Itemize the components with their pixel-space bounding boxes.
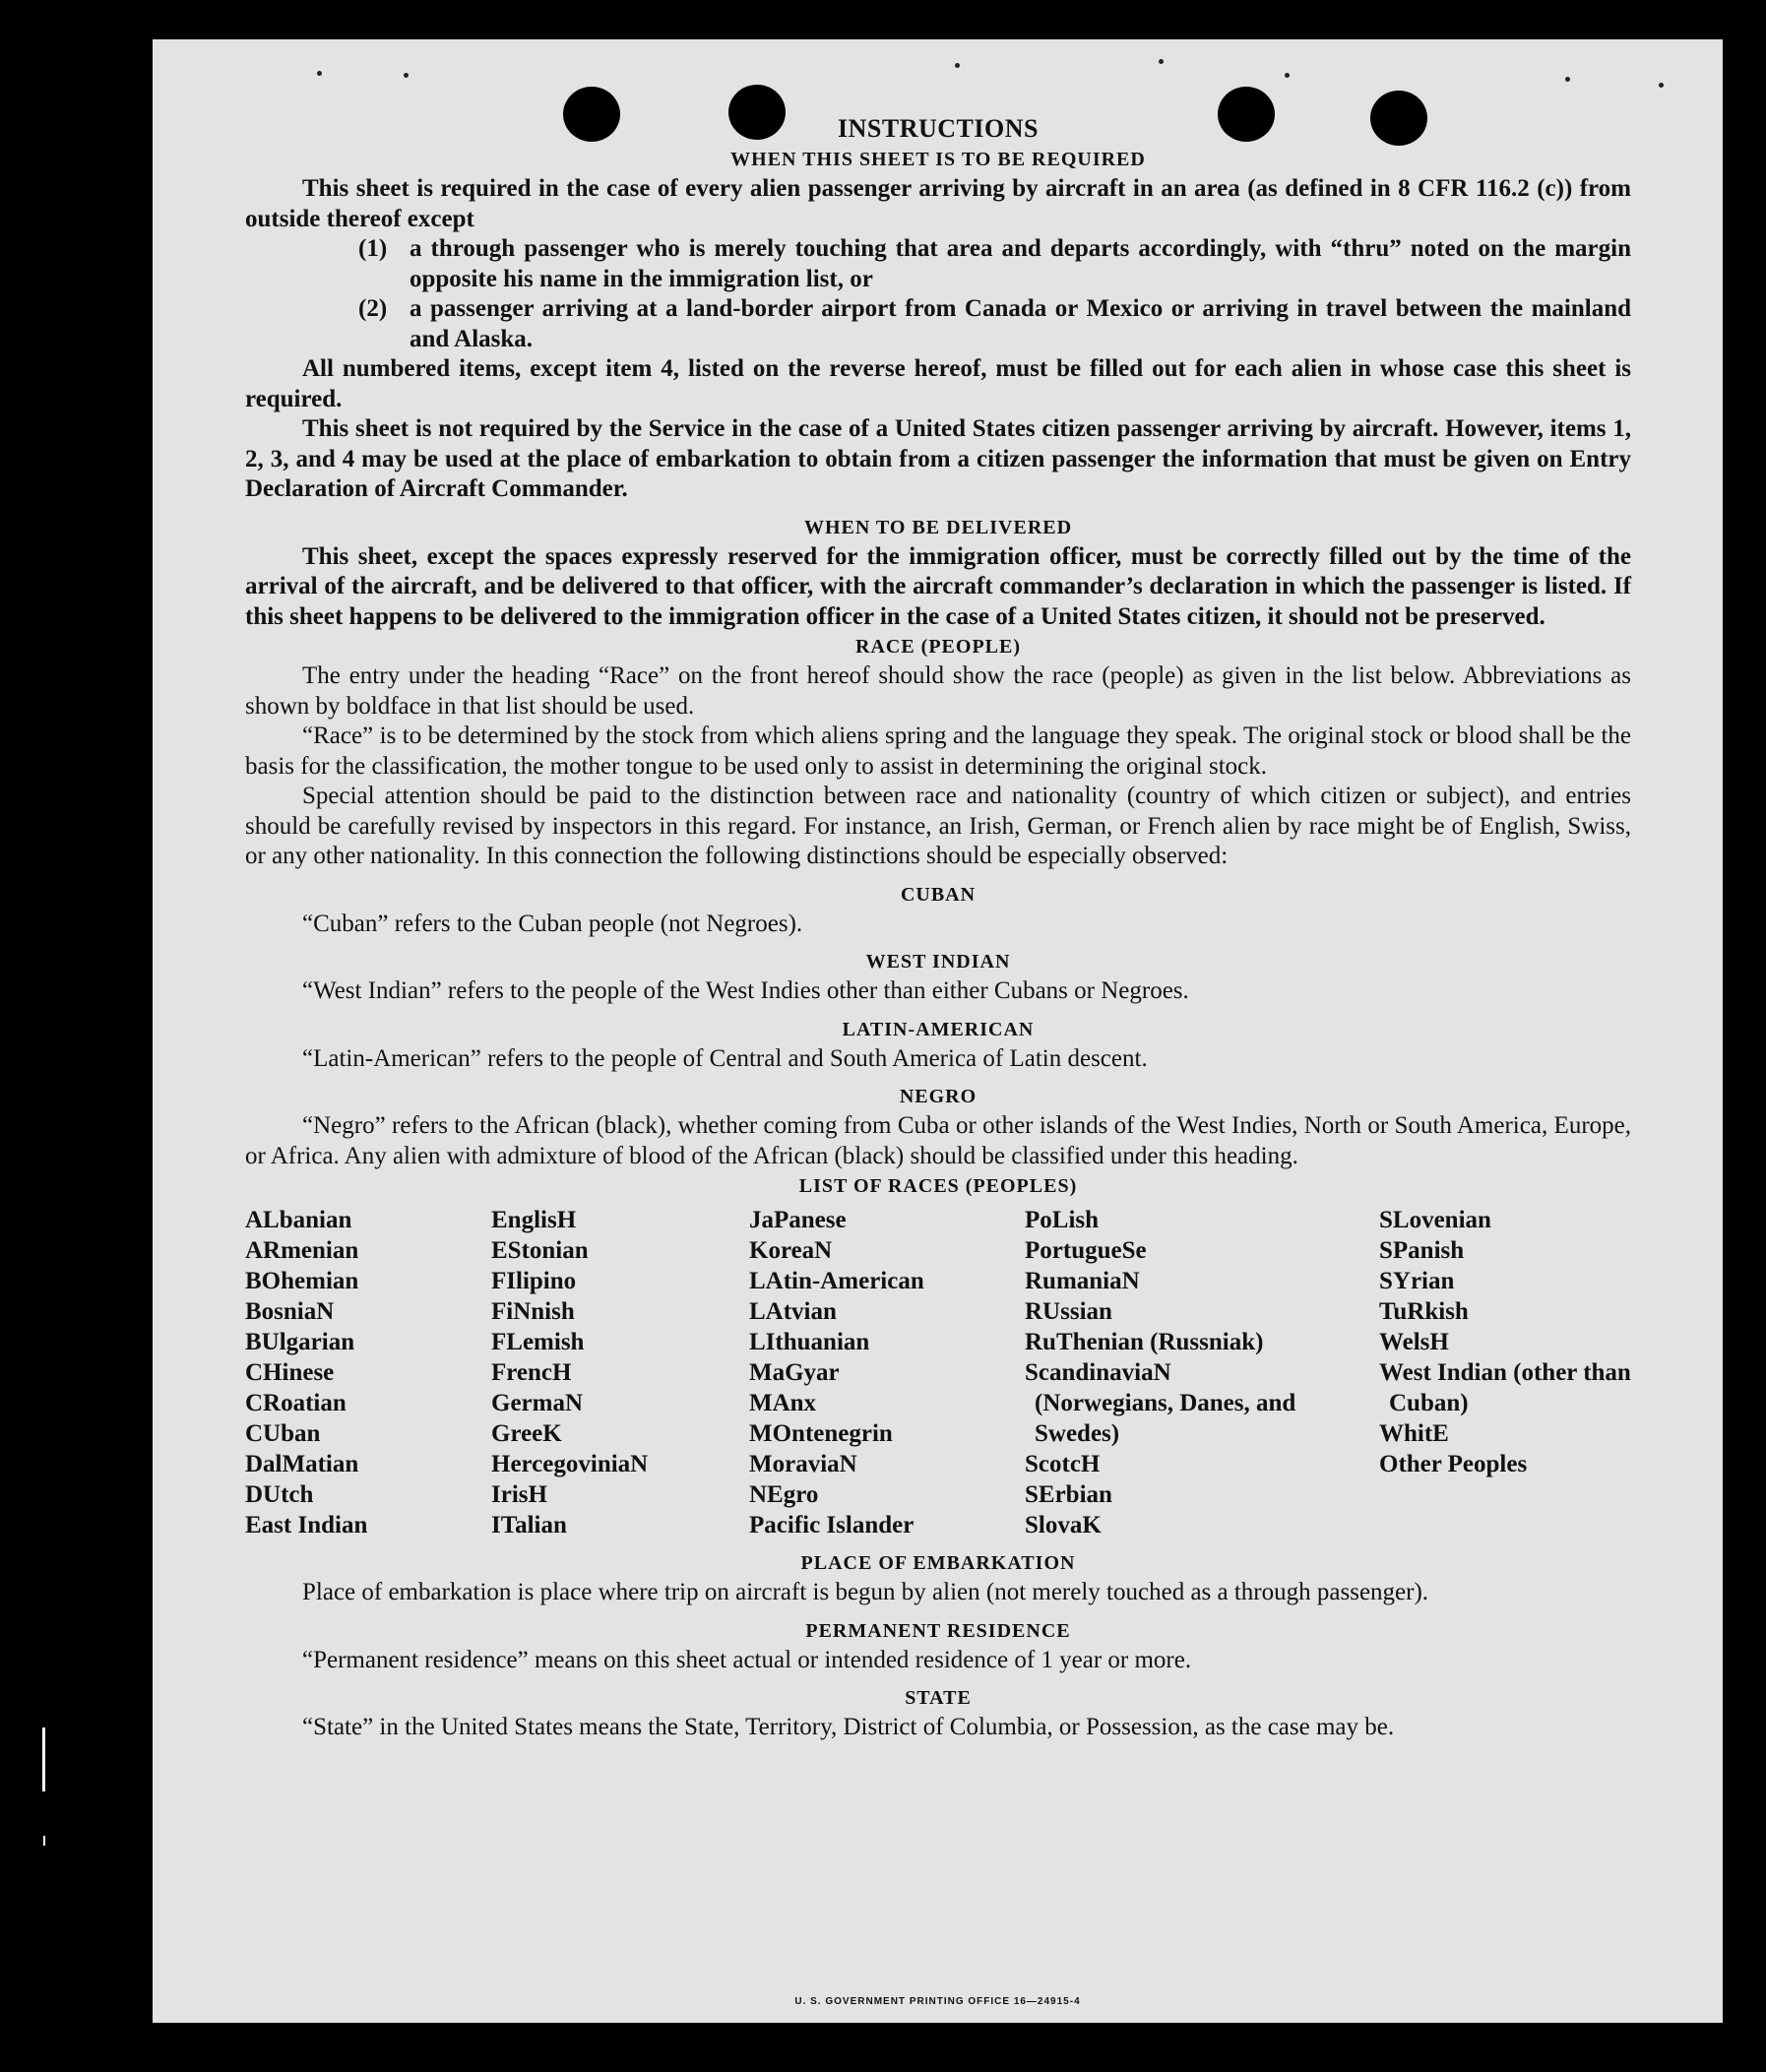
race-entry: FiNnish bbox=[491, 1298, 575, 1325]
item-text: a passenger arriving at a land-border airport from Canada or Mexico or arriving in travel between the mainland and Alaska. bbox=[410, 295, 1631, 352]
section-heading-embarkation: PLACE OF EMBARKATION bbox=[800, 1552, 1076, 1574]
when-delivered-text: This sheet, except the spaces expressly reserved for the immigration officer, must be correctly filled out by the time of the arrival of the aircraft, and be delivered to that officer, with the aircraft commander’s declaration in which the passenger is listed. If this sheet happens to be delivered to the immigration officer in the case of a United States citizen, it should not be preserved. bbox=[245, 542, 1631, 630]
speck bbox=[1285, 73, 1290, 78]
race-entry: IrisH bbox=[491, 1481, 547, 1508]
race-entry: PortugueSe bbox=[1025, 1237, 1147, 1264]
section-heading-west-indian: WEST INDIAN bbox=[865, 951, 1011, 973]
race-entry: BOhemian bbox=[245, 1268, 359, 1294]
race-entry: WelsH bbox=[1379, 1329, 1449, 1355]
section-heading-list-of-races: LIST OF RACES (PEOPLES) bbox=[798, 1175, 1078, 1197]
race-entry: ALbanian bbox=[245, 1207, 352, 1233]
exception-item bbox=[358, 294, 1631, 354]
race-paragraph-1: The entry under the heading “Race” on the front hereof should show the race (people) as given in the list below. Abbreviations as shown by boldface in that list should be used. bbox=[245, 662, 1631, 720]
speck bbox=[1159, 59, 1164, 64]
section-heading-cuban: CUBAN bbox=[900, 883, 977, 906]
race-entry: MOntenegrin bbox=[749, 1420, 893, 1447]
race-entry: SLovenian bbox=[1379, 1207, 1491, 1233]
when-required-intro: This sheet is required in the case of every alien passenger arriving by aircraft in an area (as defined in 8 CFR 116.2 (c)) from outside thereof except bbox=[245, 175, 1631, 232]
printing-office-footer: U. S. GOVERNMENT PRINTING OFFICE 16—24915-4 bbox=[794, 1996, 1081, 2007]
race-entry: PoLish bbox=[1025, 1207, 1100, 1233]
race-entry: RUssian bbox=[1025, 1298, 1112, 1325]
section-heading-permanent-residence: PERMANENT RESIDENCE bbox=[805, 1619, 1071, 1642]
negro-text: “Negro” refers to the African (black), whether coming from Cuba or other islands of the West Indies, North or South America, Europe, or Africa. Any alien with admixture of blood of the African (black) should be classified under this heading. bbox=[245, 1112, 1631, 1169]
race-entry: SErbian bbox=[1025, 1481, 1112, 1508]
race-entry: CHinese bbox=[245, 1359, 335, 1386]
race-entry: Other Peoples bbox=[1379, 1451, 1528, 1477]
race-entry: TuRkish bbox=[1379, 1298, 1469, 1325]
race-entry: BUlgarian bbox=[245, 1329, 355, 1355]
race-entry: RuThenian (Russniak) bbox=[1025, 1329, 1264, 1355]
race-entry: FrencH bbox=[491, 1359, 572, 1386]
item-text: a through passenger who is merely touching that area and departs accordingly, with “thru” noted on the margin opposite his name in the immigration list, or bbox=[410, 235, 1631, 292]
race-entry: Pacific Islander bbox=[749, 1512, 915, 1538]
race-entry: DalMatian bbox=[245, 1451, 359, 1477]
race-entry: ScotcH bbox=[1025, 1451, 1101, 1477]
race-entry: WhitE bbox=[1379, 1420, 1449, 1447]
item-number: (1) bbox=[358, 235, 388, 262]
state-text: “State” in the United States means the State, Territory, District of Columbia, or Possession, as the case may be. bbox=[302, 1714, 1395, 1740]
document-sheet bbox=[153, 39, 1723, 2023]
race-entry: MoraviaN bbox=[749, 1451, 857, 1477]
section-heading-negro: NEGRO bbox=[899, 1086, 978, 1107]
race-entry: SYrian bbox=[1379, 1268, 1455, 1294]
race-column bbox=[491, 1205, 749, 1540]
section-heading-latin-american: LATIN-AMERICAN bbox=[842, 1018, 1035, 1040]
race-entry: SlovaK bbox=[1025, 1512, 1102, 1538]
race-entry: ITalian bbox=[491, 1512, 567, 1538]
race-entry: RumaniaN bbox=[1025, 1268, 1140, 1294]
race-entry: LAtvian bbox=[749, 1298, 837, 1325]
race-entry: JaPanese bbox=[749, 1207, 847, 1233]
race-column bbox=[749, 1205, 1025, 1540]
race-entry: FLemish bbox=[491, 1329, 585, 1355]
race-entry: BosniaN bbox=[245, 1298, 335, 1325]
page-title: INSTRUCTIONS bbox=[838, 114, 1039, 143]
speck bbox=[1565, 77, 1570, 82]
exception-item bbox=[358, 234, 1631, 294]
race-column bbox=[1379, 1205, 1631, 1540]
section-heading-race: RACE (PEOPLE) bbox=[855, 636, 1021, 658]
race-paragraph-3: Special attention should be paid to the distinction between race and nationality (country of which citizen or subject), and entries should be carefully revised by inspectors in this regard. For instance, an Irish, German, or French alien by race might be of English, Swiss, or any other nationality. In this connection the following distinctions should be especially observed: bbox=[245, 783, 1631, 869]
race-entry: NEgro bbox=[749, 1481, 819, 1508]
section-heading-state: STATE bbox=[905, 1687, 972, 1709]
race-column bbox=[245, 1205, 491, 1540]
latin-american-text: “Latin-American” refers to the people of Central and South America of Latin descent. bbox=[302, 1044, 1148, 1072]
race-entry: ScandinaviaN (Norwegians, Danes, and Swedes) bbox=[1025, 1359, 1296, 1447]
item-number: (2) bbox=[358, 295, 388, 322]
numbered-items-text: All numbered items, except item 4, listed on the reverse hereof, must be filled out for each alien in whose case this sheet is required. bbox=[245, 355, 1631, 412]
speck bbox=[1659, 83, 1664, 88]
speck bbox=[317, 71, 322, 76]
race-entry: FIlipino bbox=[491, 1268, 577, 1294]
race-entry: LAtin-American bbox=[749, 1268, 924, 1294]
instructions-content bbox=[245, 113, 1631, 1743]
edge-mark bbox=[43, 1836, 45, 1846]
speck bbox=[955, 63, 960, 68]
race-entry: CRoatian bbox=[245, 1390, 347, 1416]
race-entry: CUban bbox=[245, 1420, 321, 1447]
section-heading-when-delivered: WHEN TO BE DELIVERED bbox=[803, 516, 1073, 538]
race-entry: MAnx bbox=[749, 1390, 817, 1416]
cuban-text: “Cuban” refers to the Cuban people (not Negroes). bbox=[302, 910, 803, 937]
race-entry: DUtch bbox=[245, 1481, 314, 1508]
race-entry: SPanish bbox=[1379, 1237, 1465, 1264]
race-column bbox=[1025, 1205, 1379, 1540]
embarkation-text: Place of embarkation is place where trip on aircraft is begun by alien (not merely touched as a through passenger). bbox=[302, 1579, 1429, 1605]
race-paragraph-2: “Race” is to be determined by the stock from which aliens spring and the language they speak. The original stock or blood shall be the basis for the classification, the mother tongue to be used only to assist in determining the original stock. bbox=[245, 722, 1631, 780]
speck bbox=[404, 73, 409, 78]
race-entry: KoreaN bbox=[749, 1237, 833, 1264]
race-entry: EnglisH bbox=[491, 1207, 577, 1233]
race-entry: EStonian bbox=[491, 1237, 589, 1264]
race-entry: MaGyar bbox=[749, 1359, 840, 1386]
section-heading-when-required: WHEN THIS SHEET IS TO BE REQUIRED bbox=[730, 149, 1146, 170]
permanent-residence-text: “Permanent residence” means on this sheet actual or intended residence of 1 year or more. bbox=[302, 1646, 1192, 1673]
race-list bbox=[245, 1205, 1631, 1540]
race-entry: West Indian (other than Cuban) bbox=[1379, 1359, 1631, 1416]
edge-mark bbox=[42, 1727, 45, 1791]
race-entry: GermaN bbox=[491, 1390, 584, 1416]
west-indian-text: “West Indian” refers to the people of the West Indies other than either Cubans or Negroes. bbox=[302, 977, 1189, 1004]
race-entry: GreeK bbox=[491, 1420, 562, 1447]
race-entry: LIthuanian bbox=[749, 1329, 870, 1355]
not-required-text: This sheet is not required by the Service in the case of a United States citizen passenger arriving by aircraft. However, items 1, 2, 3, and 4 may be used at the place of embarkation to obtain from a citizen passenger the information that must be given on Entry Declaration of Aircraft Commander. bbox=[245, 415, 1631, 502]
race-entry: East Indian bbox=[245, 1512, 368, 1538]
race-entry: HercegoviniaN bbox=[491, 1451, 649, 1477]
race-entry: ARmenian bbox=[245, 1237, 359, 1264]
